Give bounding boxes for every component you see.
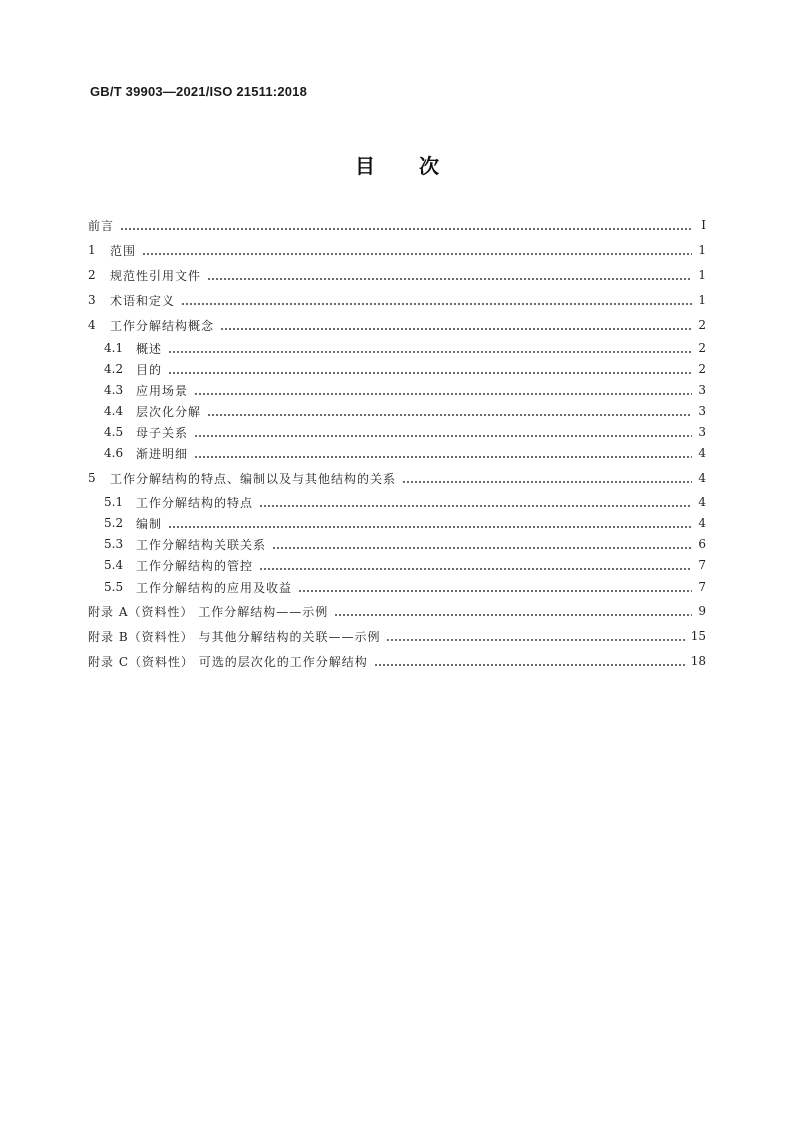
toc-entry-4-3[interactable] bbox=[88, 380, 706, 400]
toc-number: 4.6 bbox=[104, 446, 124, 460]
toc-entry-5-5[interactable] bbox=[88, 577, 706, 597]
toc-number: 5.5 bbox=[104, 580, 124, 594]
toc-entry-4-6[interactable] bbox=[88, 443, 706, 463]
toc-label: 母子关系 bbox=[136, 425, 189, 440]
toc-entry-5-4[interactable] bbox=[88, 555, 706, 575]
toc-page-number: 1 bbox=[698, 243, 706, 257]
toc-entry-4-4[interactable] bbox=[88, 401, 706, 421]
toc-label: 工作分解结构的特点 bbox=[136, 495, 254, 510]
toc-label: 工作分解结构的管控 bbox=[136, 558, 254, 573]
toc-entry-annex-a[interactable] bbox=[88, 601, 706, 621]
toc-label: 范围 bbox=[110, 243, 137, 258]
toc-label: 前言 bbox=[88, 218, 115, 233]
toc-entry-1[interactable] bbox=[88, 240, 706, 260]
toc-page-number: 6 bbox=[698, 537, 706, 551]
toc-entry-4-2[interactable] bbox=[88, 359, 706, 379]
toc-page-number: 3 bbox=[698, 383, 706, 397]
toc-leader-dots bbox=[207, 401, 692, 421]
toc-entry-foreword[interactable] bbox=[88, 215, 706, 235]
toc-page-number: 4 bbox=[698, 446, 706, 460]
toc-label: 附录 C（资料性） 可选的层次化的工作分解结构 bbox=[88, 654, 368, 669]
toc-leader-dots bbox=[207, 265, 692, 285]
toc-number: 5.4 bbox=[104, 558, 124, 572]
toc-leader-dots bbox=[374, 651, 687, 671]
toc-leader-dots bbox=[194, 443, 692, 463]
toc-label: 编制 bbox=[136, 516, 163, 531]
toc-entry-annex-c[interactable] bbox=[88, 651, 706, 671]
toc-label: 渐进明细 bbox=[136, 446, 189, 461]
toc-entry-5-1[interactable] bbox=[88, 492, 706, 512]
toc-page-number: 2 bbox=[698, 362, 706, 376]
toc-leader-dots bbox=[220, 315, 692, 335]
toc-page-number: 4 bbox=[698, 471, 706, 485]
toc-page-number: Ⅰ bbox=[701, 218, 706, 232]
toc-label: 工作分解结构的应用及收益 bbox=[136, 580, 293, 595]
toc-label: 层次化分解 bbox=[136, 404, 202, 419]
toc-leader-dots bbox=[386, 626, 686, 646]
toc-leader-dots bbox=[334, 601, 692, 621]
toc-number: 5.1 bbox=[104, 495, 124, 509]
toc-leader-dots bbox=[194, 422, 692, 442]
toc-page-number: 15 bbox=[690, 629, 706, 643]
toc-entry-annex-b[interactable] bbox=[88, 626, 706, 646]
toc-leader-dots bbox=[298, 577, 692, 597]
toc-entry-4-5[interactable] bbox=[88, 422, 706, 442]
toc-entry-5-3[interactable] bbox=[88, 534, 706, 554]
toc-number: 4 bbox=[88, 318, 96, 332]
toc-leader-dots bbox=[120, 215, 692, 235]
toc-label: 目的 bbox=[136, 362, 163, 377]
toc-page-number: 3 bbox=[698, 425, 706, 439]
toc-page-number: 2 bbox=[698, 318, 706, 332]
toc-number: 1 bbox=[88, 243, 96, 257]
toc-entry-3[interactable] bbox=[88, 290, 706, 310]
toc-number: 5.3 bbox=[104, 537, 124, 551]
title-char-2: 次 bbox=[419, 154, 439, 178]
toc-number: 5.2 bbox=[104, 516, 124, 530]
toc-page-number: 4 bbox=[698, 516, 706, 530]
standard-number: GB/T 39903—2021/ISO 21511:2018 bbox=[90, 84, 308, 99]
toc-page-number: 3 bbox=[698, 404, 706, 418]
toc-entry-4-1[interactable] bbox=[88, 338, 706, 358]
toc-page-number: 1 bbox=[698, 293, 706, 307]
toc-label: 术语和定义 bbox=[110, 293, 176, 308]
toc-number: 4.2 bbox=[104, 362, 124, 376]
toc-page-number: 7 bbox=[698, 580, 706, 594]
toc-label: 工作分解结构的特点、编制以及与其他结构的关系 bbox=[110, 471, 397, 486]
toc-leader-dots bbox=[181, 290, 692, 310]
toc-label: 工作分解结构概念 bbox=[110, 318, 215, 333]
toc-leader-dots bbox=[259, 555, 692, 575]
toc-entry-2[interactable] bbox=[88, 265, 706, 285]
toc-leader-dots bbox=[142, 240, 692, 260]
toc-page-number: 18 bbox=[690, 654, 706, 668]
toc-label: 规范性引用文件 bbox=[110, 268, 202, 283]
title-char-1: 目 bbox=[355, 154, 375, 178]
toc-number: 4.1 bbox=[104, 341, 124, 355]
toc-leader-dots bbox=[259, 492, 692, 512]
toc-label: 应用场景 bbox=[136, 383, 189, 398]
toc-entry-5-2[interactable] bbox=[88, 513, 706, 533]
toc-page-number: 7 bbox=[698, 558, 706, 572]
toc-entry-4[interactable] bbox=[88, 315, 706, 335]
toc-label: 附录 B（资料性） 与其他分解结构的关联——示例 bbox=[88, 629, 381, 644]
toc-page-number: 1 bbox=[698, 268, 706, 282]
toc-number: 5 bbox=[88, 471, 96, 485]
toc-label: 工作分解结构关联关系 bbox=[136, 537, 267, 552]
toc-page-number: 4 bbox=[698, 495, 706, 509]
toc-page-number: 2 bbox=[698, 341, 706, 355]
toc-entry-5[interactable] bbox=[88, 468, 706, 488]
toc-label: 附录 A（资料性） 工作分解结构——示例 bbox=[88, 604, 329, 619]
toc-number: 2 bbox=[88, 268, 96, 282]
toc-leader-dots bbox=[402, 468, 692, 488]
toc-leader-dots bbox=[168, 338, 692, 358]
toc-number: 4.4 bbox=[104, 404, 124, 418]
toc-number: 4.3 bbox=[104, 383, 124, 397]
page-title bbox=[0, 150, 794, 179]
toc-number: 4.5 bbox=[104, 425, 124, 439]
toc-number: 3 bbox=[88, 293, 96, 307]
toc-leader-dots bbox=[272, 534, 692, 554]
toc-leader-dots bbox=[194, 380, 692, 400]
toc-leader-dots bbox=[168, 359, 692, 379]
toc-leader-dots bbox=[168, 513, 692, 533]
toc-page-number: 9 bbox=[698, 604, 706, 618]
toc-label: 概述 bbox=[136, 341, 163, 356]
